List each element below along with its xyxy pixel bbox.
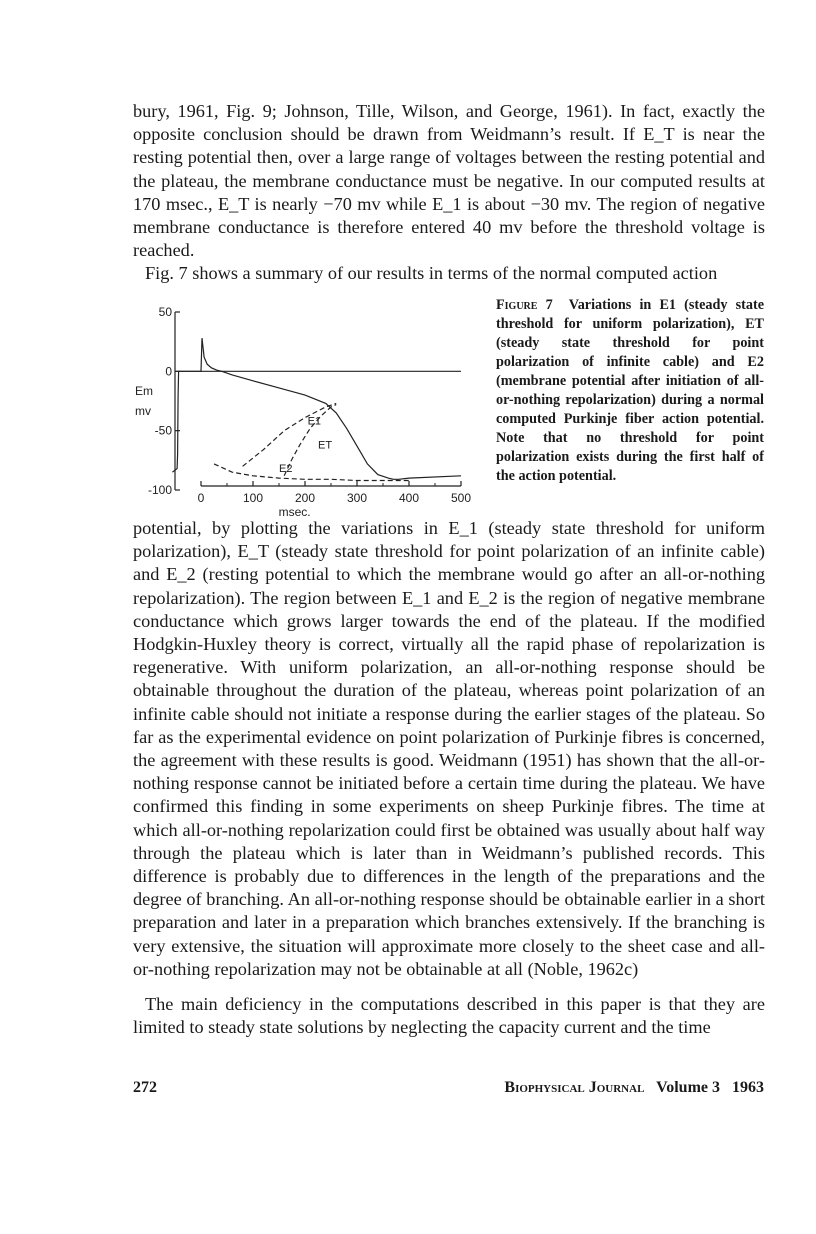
paragraph-3 [133,517,765,981]
figure-caption-body: Variations in E1 (steady state threshold for uniform polarization), ET (steady state threshold for point polarization of infinite cable) and E2 (membrane potential after initiation of all-or-nothing repolarization) during a normal computed Purkinje fiber action potential. Note that no threshold for point polarization exists during the first half of the action potential. [496,297,765,484]
paragraph-4 [133,993,765,1039]
figure-7-chart [133,296,493,519]
y-axis-title: Em [135,384,153,399]
journal-footer [504,1079,764,1097]
x-axis-title: msec. [278,505,311,519]
y-tick-label: -100 [147,483,172,497]
x-tick-label: 100 [242,491,264,505]
x-tick-label: 0 [197,491,205,505]
chart-labels [135,305,471,519]
y-tick-label: -50 [154,423,172,438]
chart-lines [172,338,461,480]
p2-text: Fig. 7 shows a summary of our results in terms of the normal computed action [145,263,718,283]
p4-text: The main deficiency in the computations described in this paper is that they are limited to steady state solutions by neglecting the capacity current and the time [133,994,765,1038]
figure-7-svg [133,296,493,519]
y-axis-unit: mv [135,404,151,419]
series-label-et: ET [318,439,333,452]
p3-text: potential, by plotting the variations in E_1 (steady state threshold for uniform polarization), E_T (steady state threshold for point polarization of an infinite cable) and E_2 (resting potential to which the membrane would go after an all-or-nothing repolarization). The region between E_1 and E_2 is the region of negative membrane conductance which grows larger towards the end of the plateau. If the modified Hodgkin-Huxley theory is correct, virtually all the rapid phase of repolarization is regenerative. With uniform polarization, an all-or-nothing response should be obtainable throughout the duration of the plateau, whereas point polarization of an infinite cable should not initiate a response during the earlier stages of the plateau. So far as the experimental evidence on point polarization of Purkinje fibres is concerned, the agreement with these results is good. Weidmann (1951) has shown that the all-or-nothing response cannot be initiated before a certain time during the plateau. We have confirmed this finding in some experiments on sheep Purkinje fibres. The time at which all-or-nothing repolarization could first be obtained was usually about half way through the plateau which is later than in Weidmann’s published records. This difference is probably due to differences in the length of the preparations and the degree of branching. An all-or-nothing response should be obtainable earlier in a short preparation and later in a preparation which branches extensively. If the branching is very extensive, the situation will approximate more closely to the sheet case and all-or-nothing repolarization may not be obtainable at all (Noble, 1962c) [133,518,765,979]
journal-name: Biophysical Journal [504,1079,645,1096]
x-tick-label: 400 [398,491,420,505]
x-tick-label: 500 [450,491,472,505]
x-tick-label: 300 [346,491,368,505]
series-e1 [243,403,337,466]
journal-year: 1963 [732,1079,764,1096]
paragraph-2-intro [133,262,765,285]
y-tick-label: 50 [158,305,172,319]
paragraph-1 [133,100,765,262]
y-tick-label: 0 [165,364,172,379]
figure-label: Figure 7 [496,297,553,313]
journal-volume: Volume 3 [656,1079,720,1096]
p1-text: bury, 1961, Fig. 9; Johnson, Tille, Wilson, and George, 1961). In fact, exactly the opposite conclusion should be drawn from Weidmann’s result. If E_T is near the resting potential then, over a large range of voltages between the resting potential and the plateau, the membrane conductance must be negative. In our computed results at 170 msec., E_T is nearly −70 mv while E_1 is about −30 mv. The region of negative membrane conductance is therefore entered 40 mv before the threshold voltage is reached. [133,101,765,261]
series-label-e2: E2 [279,463,293,476]
page-number: 272 [133,1079,157,1096]
x-tick-label: 200 [294,491,316,505]
series-em [172,338,461,479]
chart-axes [175,312,461,490]
figure-7-caption [496,296,764,486]
series-label-e1: E1 [307,415,322,428]
